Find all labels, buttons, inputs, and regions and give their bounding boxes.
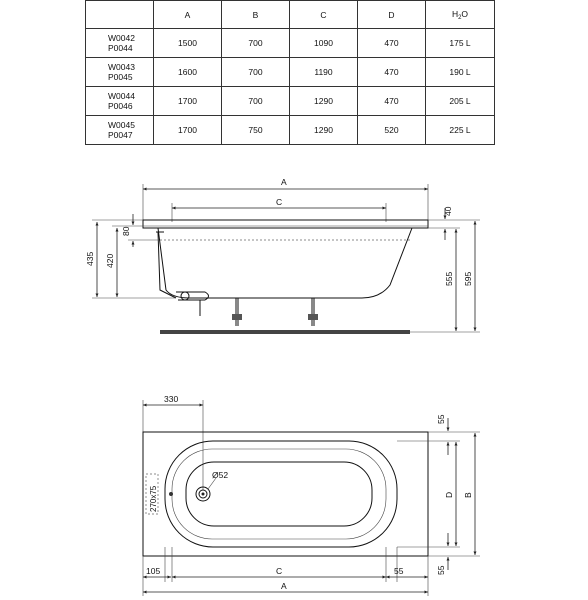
cell-a: 1600: [154, 58, 222, 87]
label-drain-diameter: Ø52: [212, 470, 229, 480]
cell-b: 750: [222, 116, 290, 145]
cell-d: 470: [358, 58, 426, 87]
label-dim-420: 420: [105, 253, 115, 268]
header-h: H: [451, 8, 459, 19]
cell-a: 1700: [154, 87, 222, 116]
label-dim-c: C: [276, 566, 283, 576]
header-c: C: [290, 1, 358, 29]
label-dim-330: 330: [164, 394, 179, 404]
cell-volume: 225 L: [426, 116, 495, 145]
cell-c: 1190: [290, 58, 358, 87]
code-p: P0044: [108, 43, 133, 53]
label-dim-a: A: [281, 177, 287, 187]
code-p: P0047: [108, 130, 133, 140]
label-dim-55-right: 55: [436, 565, 446, 575]
cell-b: 700: [222, 58, 290, 87]
cell-d: 520: [358, 116, 426, 145]
cell-c: 1290: [290, 87, 358, 116]
label-dim-80: 80: [121, 226, 131, 236]
cell-a: 1500: [154, 29, 222, 58]
cell-c: 1090: [290, 29, 358, 58]
label-dim-105: 105: [146, 566, 161, 576]
header-o: O: [461, 8, 469, 19]
cell-b: 700: [222, 29, 290, 58]
cell-a: 1700: [154, 116, 222, 145]
code-w: W0045: [108, 120, 135, 130]
cell-c: 1290: [290, 116, 358, 145]
code-w: W0043: [108, 62, 135, 72]
label-dim-d: D: [444, 491, 454, 498]
code-p: P0045: [108, 72, 133, 82]
label-dim-595: 595: [463, 271, 473, 286]
code-w: W0044: [108, 91, 135, 101]
label-dim-55-bottom: 55: [394, 566, 404, 576]
label-dim-a: A: [281, 581, 287, 591]
header-a: A: [154, 1, 222, 29]
label-dim-40: 40: [443, 206, 453, 216]
header-b: B: [222, 1, 290, 29]
cell-volume: 175 L: [426, 29, 495, 58]
header-d: D: [358, 1, 426, 29]
label-dim-435: 435: [85, 251, 95, 266]
label-dim-55-top: 55: [436, 414, 446, 424]
cell-volume: 190 L: [426, 58, 495, 87]
label-dim-b: B: [463, 492, 473, 498]
label-recess-size: 270x75: [149, 485, 158, 512]
cell-d: 470: [358, 87, 426, 116]
header-subscript: 2: [458, 14, 462, 21]
code-w: W0042: [108, 33, 135, 43]
top-view-drawing: [143, 394, 480, 596]
cell-d: 470: [358, 29, 426, 58]
label-dim-c: C: [276, 197, 283, 207]
label-dim-555: 555: [444, 271, 454, 286]
cell-volume: 205 L: [426, 87, 495, 116]
code-p: P0046: [108, 101, 133, 111]
side-view-drawing: [85, 177, 480, 334]
cell-b: 700: [222, 87, 290, 116]
